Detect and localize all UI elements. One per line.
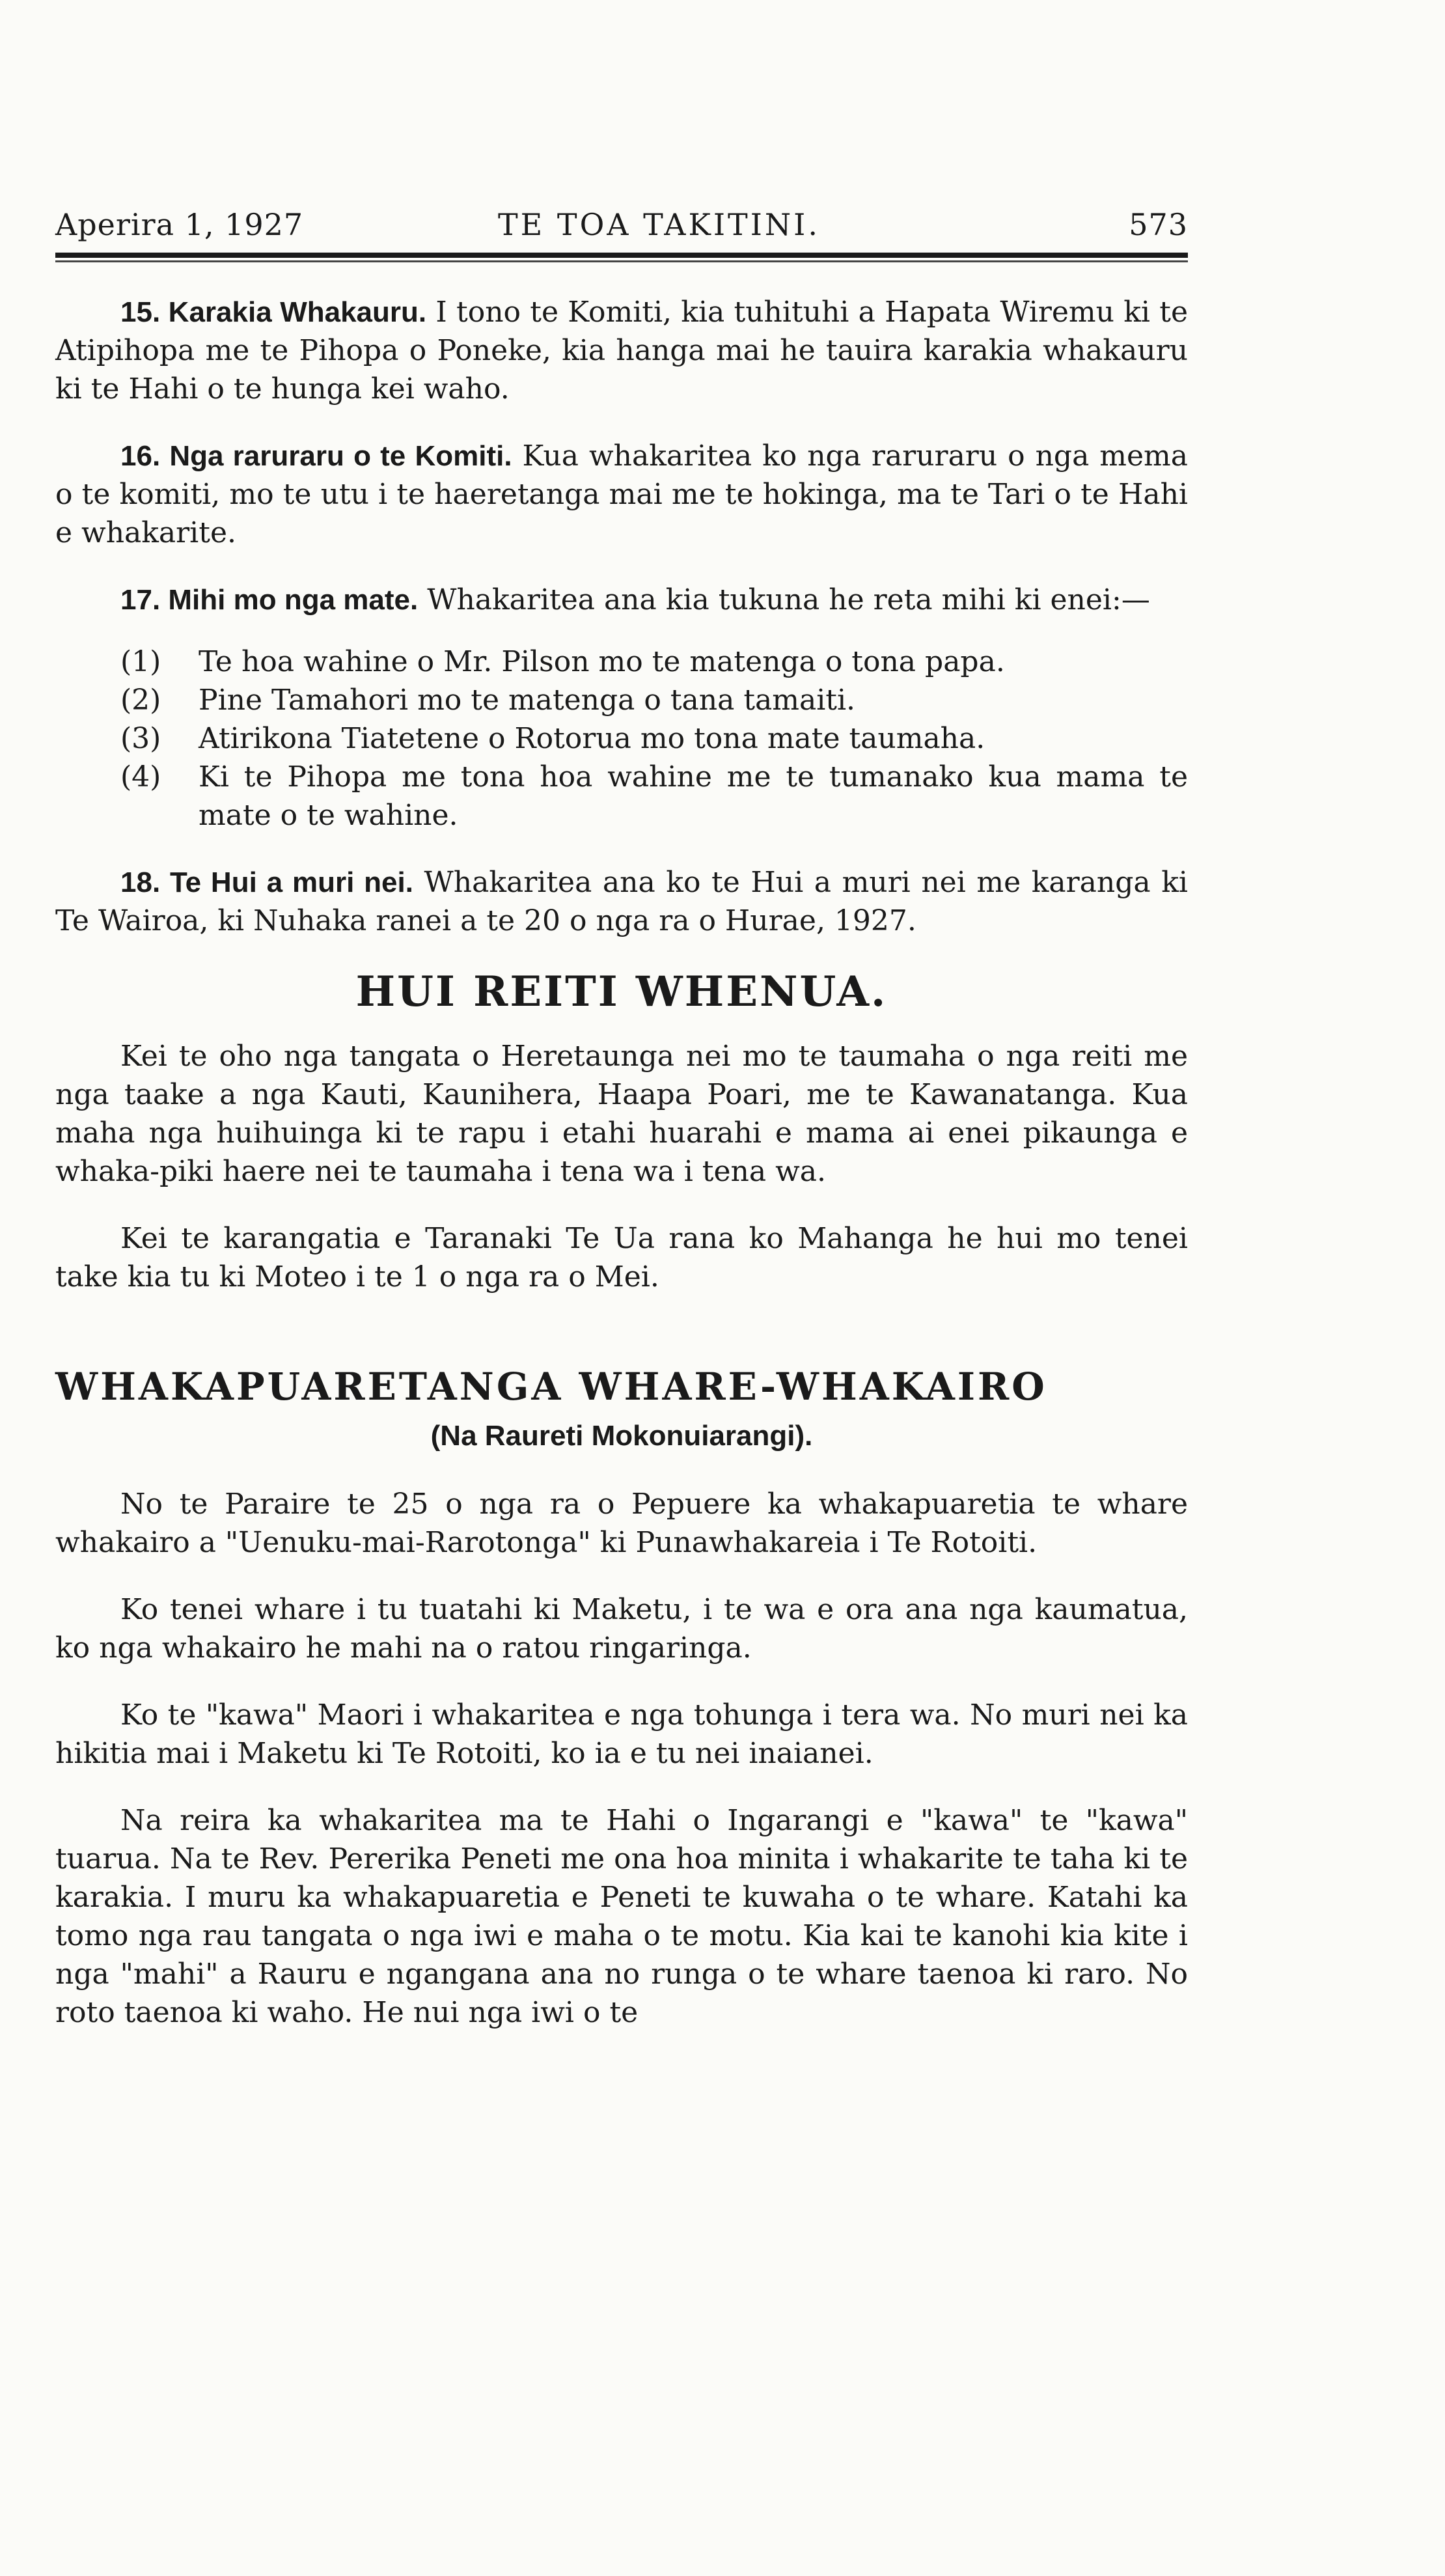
list-item-number: (4): [120, 760, 161, 794]
section-text: I tono te Komiti, kia tuhituhi a Hapata Wiremu ki te Atipihopa me te Pihopa o Poneke, kia hanga mai he tauira karakia whakauru ki te Hahi o te hunga kei waho.: [55, 296, 1188, 406]
header-rule-thin: [55, 260, 1188, 262]
byline: (Na Raureti Mokonuiarangi).: [430, 1420, 813, 1452]
list-item-number: (2): [120, 684, 161, 717]
list-item-number: (1): [120, 645, 161, 678]
paragraph: Na reira ka whakaritea ma te Hahi o Ingarangi e "kawa" te "kawa" tuarua. Na te Rev. Pererika Peneti me ona hoa minita i whakarite te taha ki te karakia. I muru ka whakapuaretia e Peneti te kuwaha o te whare. Katahi ka tomo nga rau tangata o nga iwi e maha o te motu. Kia kai te kanohi kia kite i nga "mahi" a Rauru e ngangana ana no runga o te whare taenoa ki raro. No roto taenoa ki waho. He nui nga iwi o te: [55, 1804, 1188, 2029]
paragraph: No te Paraire te 25 o nga ra o Pepuere ka whakapuaretia te whare whakairo a "Uenuku-mai-Rarotonga" ki Punawhakareia i Te Rotoiti.: [55, 1488, 1188, 1559]
list-item-text: Te hoa wahine o Mr. Pilson mo te matenga o tona papa.: [199, 645, 1005, 678]
whakapuaretanga-heading: WHAKAPUARETANGA WHARE-WHAKAIRO: [55, 1364, 1047, 1409]
section-title: 15. Karakia Whakauru.: [120, 296, 427, 328]
section-16: [55, 437, 1188, 552]
section-title: 18. Te Hui a muri nei.: [120, 866, 413, 898]
section-18: [55, 863, 1188, 940]
list-item: [55, 719, 1188, 758]
list-item: [55, 681, 1188, 719]
list-item: [55, 643, 1188, 681]
header-rule: [55, 253, 1188, 258]
header-page-number: 573: [1129, 207, 1188, 242]
article-body: [55, 293, 1188, 2060]
section-title: 16. Nga raruraru o te Komiti.: [120, 440, 512, 472]
section-text: Kua whakaritea ko nga raruraru o nga mema o te komiti, mo te utu i te haeretanga mai me te hokinga, ma te Tari o te Hahi e whakarite.: [55, 439, 1188, 549]
document-page: [55, 0, 1188, 2576]
paragraph: Kei te oho nga tangata o Heretaunga nei mo te taumaha o nga reiti me nga taake a nga Kauti, Kaunihera, Haapa Poari, me te Kawanatanga. Kua maha nga huihuinga ki te rapu i etahi huarahi e mama ai enei pikaunga e whaka-piki haere nei te taumaha i tena wa i tena wa.: [55, 1040, 1188, 1188]
section-text: Whakaritea ana kia tukuna he reta mihi ki enei:—: [427, 583, 1150, 616]
header-date: Aperira 1, 1927: [55, 207, 304, 242]
hui-reiti-heading: HUI REITI WHENUA.: [355, 967, 888, 1016]
paragraph: Ko te "kawa" Maori i whakaritea e nga tohunga i tera wa. No muri nei ka hikitia mai i Maketu ki Te Rotoiti, ko ia e tu nei inaianei.: [55, 1698, 1188, 1770]
section-15: [55, 293, 1188, 408]
paragraph: Kei te karangatia e Taranaki Te Ua rana ko Mahanga he hui mo tenei take kia tu ki Moteo i te 1 o nga ra o Mei.: [55, 1222, 1188, 1294]
list-item: [55, 758, 1188, 835]
section-title: 17. Mihi mo nga mate.: [120, 584, 419, 616]
mihi-list: [55, 643, 1188, 835]
list-item-number: (3): [120, 722, 161, 755]
section-text: Whakaritea ana ko te Hui a muri nei me karanga ki Te Wairoa, ki Nuhaka ranei a te 20 o nga ra o Hurae, 1927.: [55, 866, 1188, 937]
section-17: [55, 581, 1188, 619]
running-header: [55, 207, 1188, 246]
list-item-text: Pine Tamahori mo te matenga o tana tamaiti.: [199, 684, 856, 717]
paragraph: Ko tenei whare i tu tuatahi ki Maketu, i te wa e ora ana nga kaumatua, ko nga whakairo he mahi na o ratou ringaringa.: [55, 1593, 1188, 1665]
list-item-text: Ki te Pihopa me tona hoa wahine me te tumanako kua mama te mate o te wahine.: [199, 760, 1188, 832]
header-title: TE TOA TAKITINI.: [498, 207, 820, 242]
list-item-text: Atirikona Tiatetene o Rotorua mo tona mate taumaha.: [199, 722, 985, 755]
